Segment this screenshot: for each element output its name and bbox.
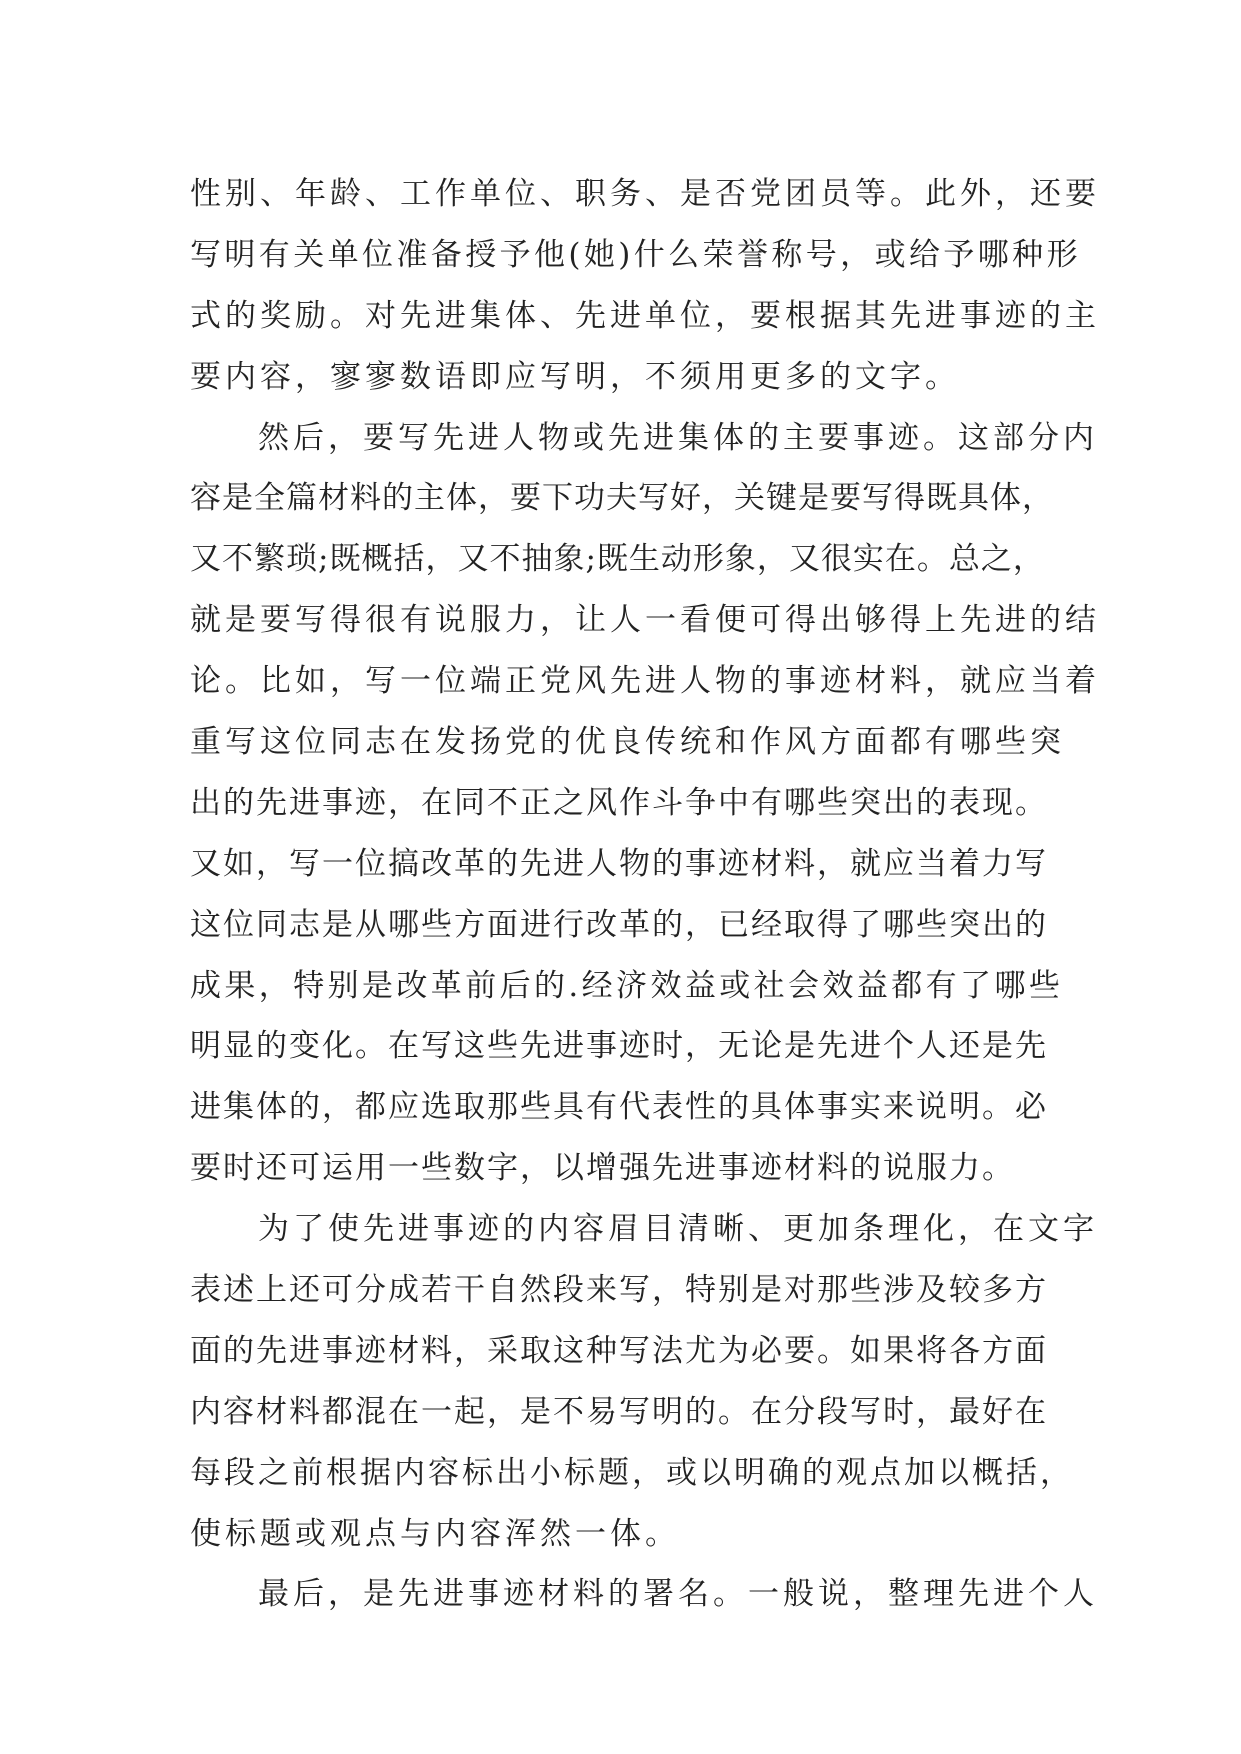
text-line: 式的奖励。对先进集体、先进单位，要根据其先进事迹的主 <box>190 297 1100 334</box>
text-line: 又如，写一位搞改革的先进人物的事迹材料，就应当着力写 <box>190 845 1048 882</box>
text-line: 内容材料都混在一起，是不易写明的。在分段写时，最好在 <box>190 1393 1048 1430</box>
text-line: 又不繁琐;既概括，又不抽象;既生动形象，又很实在。总之， <box>190 541 1045 578</box>
text-line: 成果，特别是改革前后的.经济效益或社会效益都有了哪些 <box>190 967 1064 1004</box>
text-line: 要内容，寥寥数语即应写明，不须用更多的文字。 <box>190 358 960 395</box>
text-line: 写明有关单位准备授予他(她)什么荣誉称号，或给予哪种形 <box>190 236 1081 273</box>
body-text <box>190 164 1100 1625</box>
text-line: 容是全篇材料的主体，要下功夫写好，关键是要写得既具体， <box>190 480 1054 517</box>
text-line: 这位同志是从哪些方面进行改革的，已经取得了哪些突出的 <box>190 906 1048 943</box>
text-line: 明显的变化。在写这些先进事迹时，无论是先进个人还是先 <box>190 1028 1048 1065</box>
text-line: 重写这位同志在发扬党的优良传统和作风方面都有哪些突 <box>190 724 1065 761</box>
text-line: 就是要写得很有说服力，让人一看便可得出够得上先进的结 <box>190 602 1100 639</box>
text-line: 进集体的，都应选取那些具有代表性的具体事实来说明。必 <box>190 1089 1048 1126</box>
text-line: 使标题或观点与内容浑然一体。 <box>190 1515 680 1552</box>
text-line: 最后，是先进事迹材料的署名。一般说，整理先进个人 <box>258 1576 1098 1613</box>
text-line: 表述上还可分成若干自然段来写，特别是对那些涉及较多方 <box>190 1272 1048 1309</box>
text-line: 然后，要写先进人物或先进集体的主要事迹。这部分内 <box>258 419 1098 456</box>
text-line: 每段之前根据内容标出小标题，或以明确的观点加以概括， <box>190 1454 1074 1491</box>
text-line: 出的先进事迹，在同不正之风作斗争中有哪些突出的表现。 <box>190 784 1048 821</box>
text-line: 论。比如，写一位端正党风先进人物的事迹材料，就应当着 <box>190 663 1100 700</box>
text-line: 性别、年龄、工作单位、职务、是否党团员等。此外，还要 <box>190 176 1100 212</box>
text-line: 为了使先进事迹的内容眉目清晰、更加条理化，在文字 <box>258 1211 1098 1248</box>
text-line: 要时还可运用一些数字，以增强先进事迹材料的说服力。 <box>190 1150 1015 1187</box>
text-line: 面的先进事迹材料，采取这种写法尤为必要。如果将各方面 <box>190 1332 1048 1369</box>
